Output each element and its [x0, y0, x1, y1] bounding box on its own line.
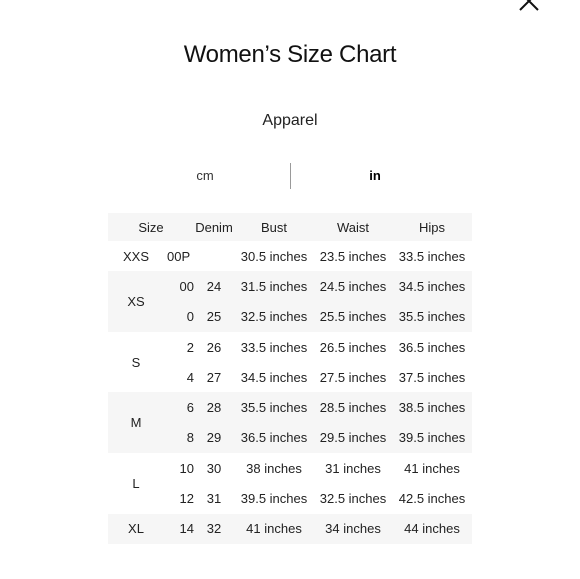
hips-value: 39.5 inches	[392, 423, 472, 453]
bust-value: 36.5 inches	[234, 423, 314, 453]
size-label: L	[132, 475, 140, 491]
column-header-size-denim	[108, 213, 234, 241]
size-label: XXS	[122, 248, 149, 264]
bust-value: 39.5 inches	[240, 491, 308, 507]
table-row	[108, 332, 472, 362]
hips-value: 36.5 inches	[398, 339, 466, 355]
bust-value: 33.5 inches	[240, 339, 308, 355]
bust-value: 32.5 inches	[234, 302, 314, 332]
denim-size: 31	[206, 491, 222, 507]
page-title: Women’s Size Chart	[183, 41, 397, 68]
unit-in-button[interactable]: in	[369, 168, 381, 183]
bust-value: 34.5 inches	[240, 369, 308, 385]
hips-value: 33.5 inches	[398, 248, 466, 264]
size-table	[108, 213, 472, 544]
table-header-row	[108, 213, 472, 241]
hips-value: 34.5 inches	[392, 271, 472, 301]
waist-value: 34 inches	[314, 514, 392, 544]
denim-size: 26	[206, 339, 222, 355]
denim-size: 25	[194, 302, 234, 332]
column-header-hips: Hips	[392, 213, 472, 241]
waist-value: 24.5 inches	[314, 271, 392, 301]
unit-divider	[290, 163, 291, 189]
bust-value: 30.5 inches	[240, 248, 308, 264]
numeric-size: 0	[164, 302, 194, 332]
numeric-size: 12	[179, 491, 194, 507]
waist-value: 31 inches	[325, 460, 381, 476]
denim-size: 28	[194, 392, 234, 422]
waist-value: 28.5 inches	[314, 392, 392, 422]
column-header-size: Size	[138, 219, 164, 235]
size-label: S	[131, 354, 141, 370]
size-label: XS	[108, 271, 164, 332]
hips-value: 41 inches	[404, 460, 460, 476]
numeric-size: 10	[179, 460, 194, 476]
denim-size: 27	[206, 369, 222, 385]
size-label: M	[108, 392, 164, 453]
hips-value: 35.5 inches	[392, 302, 472, 332]
numeric-size: 14	[164, 514, 194, 544]
hips-value: 44 inches	[392, 514, 472, 544]
bust-value: 35.5 inches	[234, 392, 314, 422]
size-label: XL	[108, 514, 164, 544]
hips-value: 38.5 inches	[392, 392, 472, 422]
column-header-waist: Waist	[314, 213, 392, 241]
numeric-size: 00P	[167, 248, 191, 264]
numeric-size: 00	[164, 271, 194, 301]
waist-value: 25.5 inches	[314, 302, 392, 332]
close-icon	[516, 0, 542, 14]
table-row	[108, 241, 472, 271]
denim-size: 30	[206, 460, 222, 476]
waist-value: 27.5 inches	[319, 369, 387, 385]
numeric-size: 6	[164, 392, 194, 422]
table-row	[108, 392, 472, 422]
category-label: Apparel	[262, 112, 318, 129]
table-row	[108, 514, 472, 544]
close-button[interactable]	[516, 0, 542, 14]
numeric-size: 4	[186, 369, 194, 385]
column-header-denim: Denim	[195, 219, 233, 235]
bust-value: 41 inches	[234, 514, 314, 544]
waist-value: 32.5 inches	[319, 491, 387, 507]
column-header-bust: Bust	[234, 213, 314, 241]
table-row	[108, 453, 472, 483]
hips-value: 37.5 inches	[398, 369, 466, 385]
unit-cm-button[interactable]: cm	[196, 168, 214, 183]
denim-size: 29	[194, 423, 234, 453]
numeric-size: 8	[164, 423, 194, 453]
hips-value: 42.5 inches	[398, 491, 466, 507]
denim-size: 32	[194, 514, 234, 544]
numeric-size: 2	[186, 339, 194, 355]
denim-size: 24	[194, 271, 234, 301]
bust-value: 31.5 inches	[234, 271, 314, 301]
waist-value: 23.5 inches	[319, 248, 387, 264]
waist-value: 29.5 inches	[314, 423, 392, 453]
bust-value: 38 inches	[246, 460, 302, 476]
waist-value: 26.5 inches	[319, 339, 387, 355]
table-row	[108, 271, 472, 301]
